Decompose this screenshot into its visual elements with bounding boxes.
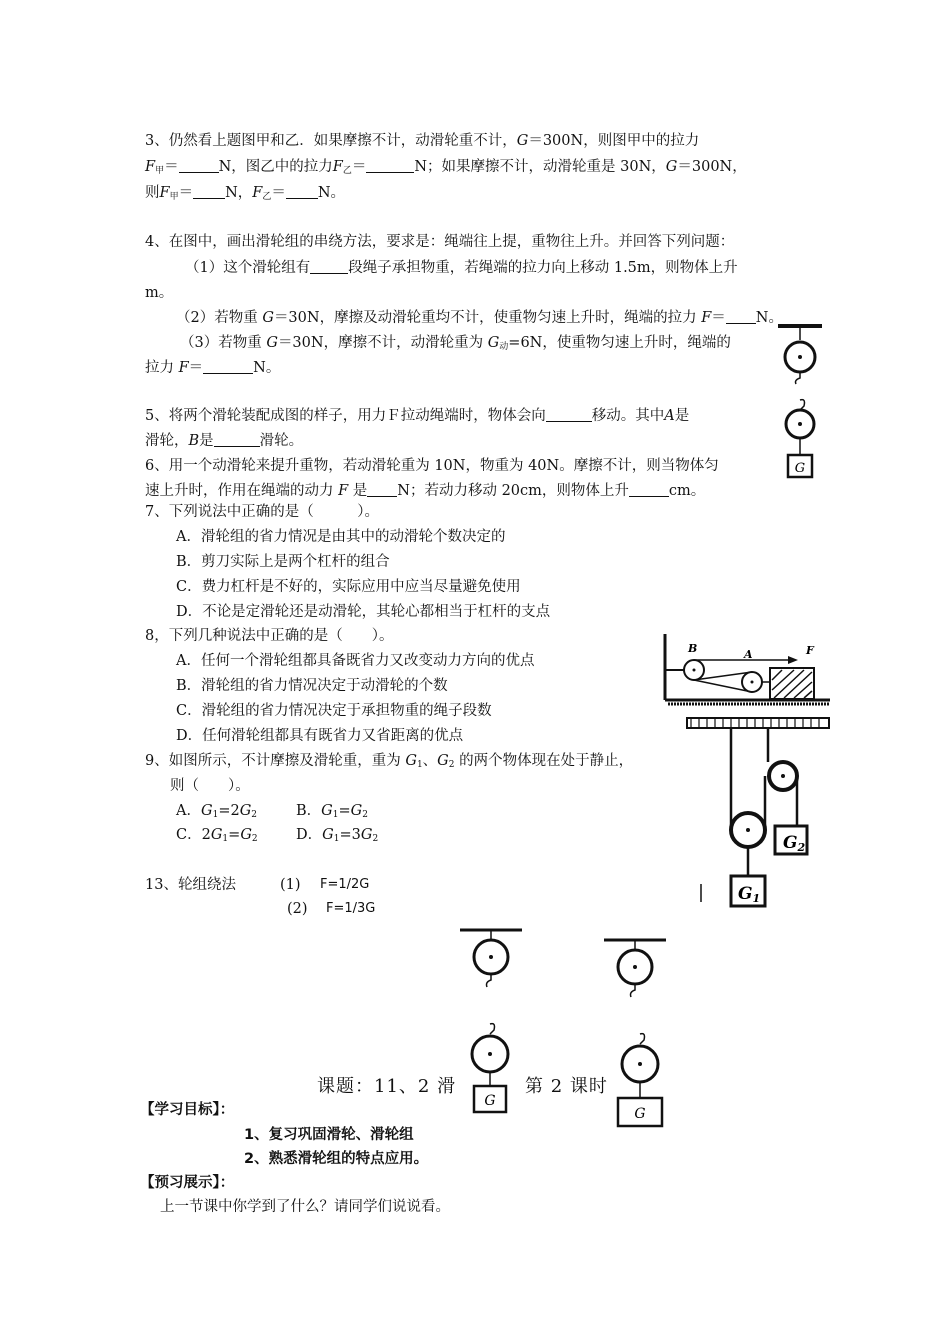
- q5-line-2: 滑轮，B是 滑轮。: [145, 433, 304, 449]
- q13-item-1-num: (1): [280, 877, 301, 893]
- preview-header: 【预习展示】：: [140, 1175, 235, 1191]
- q13-label: 13、轮组绕法: [145, 877, 236, 893]
- preview-text: 上一节课中你学到了什么？请同学们说说看。: [160, 1199, 450, 1215]
- q4-part-1: （1）这个滑轮组有 段绳子承担物重，若绳端的拉力向上移动 1.5m，则物体上升: [185, 260, 738, 276]
- q4-line-1: 4、在图中，画出滑轮组的串绕方法，要求是：绳端往上提，重物往上升。并回答下列问题：: [145, 234, 735, 250]
- answer-blank[interactable]: [193, 184, 225, 199]
- q13-item-2: F=1/3G: [326, 901, 376, 916]
- q4-part-3-cont: 拉力 F＝ N。: [145, 360, 281, 376]
- answer-blank[interactable]: [629, 482, 669, 497]
- q3-line-3: 则$F_甲= N$，$F_乙= N$。: [145, 185, 346, 202]
- q9-option-a: A．$G_1=2G_2$: [176, 803, 258, 820]
- q4-part-2: （2）若物重 G＝30N，摩擦及动滑轮重均不计，使重物匀速上升时，绳端的拉力 F＝ N。: [176, 310, 783, 326]
- q7-option-a: A．滑轮组的省力情况是由其中的动滑轮个数决定的: [176, 529, 506, 545]
- answer-blank[interactable]: [286, 184, 318, 199]
- q9-option-d: D．$G_1=3G_2$: [296, 827, 379, 844]
- force-f-label: F: [806, 644, 814, 657]
- answer-blank[interactable]: [203, 359, 253, 374]
- q4-part-1-cont: m。: [145, 285, 174, 301]
- goal-item-1: 1、复习巩固滑轮、滑轮组: [244, 1127, 414, 1143]
- q4-part-3: （3）若物重 G＝30N，摩擦不计，动滑轮重为 $G_动=6N$，使重物匀速上升时，绳端的: [180, 335, 731, 352]
- q9-pulley-figure: [683, 716, 833, 916]
- q13-item-2-num: (2): [287, 901, 308, 917]
- answer-blank[interactable]: [310, 259, 348, 274]
- q9-option-b: B．$G_1=G_2$: [296, 803, 368, 820]
- goal-item-2: 2、熟悉滑轮组的特点应用。: [244, 1151, 429, 1167]
- q7-option-c: C．费力杠杆是不好的，实际应用中应当尽量避免使用: [176, 579, 521, 595]
- weight-label: G: [634, 1106, 646, 1122]
- weight-label: G: [794, 461, 806, 476]
- answer-blank[interactable]: [179, 158, 219, 173]
- q13-item-1: F=1/2G: [320, 877, 370, 892]
- q13-movable-pulley-2: [610, 1030, 670, 1130]
- pulley-b-label: B: [688, 642, 698, 655]
- q9-stem: 9、如图所示，不计摩擦及滑轮重，重为 $G_1$、$G_2$ 的两个物体现在处于静止，: [145, 753, 634, 770]
- q7-option-d: D．不论是定滑轮还是动滑轮，其轮心都相当于杠杆的支点: [176, 604, 551, 620]
- answer-blank[interactable]: [726, 309, 756, 324]
- q3-line-2: $F_甲= N$，图乙中的拉力$F_乙= N$；如果摩擦不计，动滑轮重是 30N，G＝300N，: [145, 159, 747, 176]
- q13-fixed-pulley-1: [456, 925, 526, 995]
- q13-fixed-pulley-2: [600, 935, 670, 1005]
- q8-option-c: C．滑轮组的省力情况决定于承担物重的绳子段数: [176, 703, 492, 719]
- q8-stem: 8，下列几种说法中正确的是（ ）。: [145, 628, 394, 644]
- weight-g1-label: G1: [738, 884, 761, 905]
- lesson-title-part-1: 课题：11、2 滑: [317, 1076, 457, 1097]
- q9-option-c: C．$2G_1=G_2$: [176, 827, 258, 844]
- q5-line-1: 5、将两个滑轮装配成图的样子，用力Ｆ拉动绳端时，物体会向 移动。其中A是: [145, 408, 690, 424]
- q7-stem: 7、下列说法中正确的是（ ）。: [145, 504, 379, 520]
- pulley-a-label: A: [744, 648, 753, 661]
- weight-label: G: [484, 1093, 496, 1109]
- goal-header: 【学习目标】：: [140, 1102, 235, 1118]
- q5-pulley-figure: [660, 628, 835, 710]
- q7-option-b: B．剪刀实际上是两个杠杆的组合: [176, 554, 390, 570]
- lesson-title-part-2: 第 2 课时: [525, 1076, 608, 1097]
- q9-stem-cont: 则（ ）。: [170, 778, 250, 794]
- answer-blank[interactable]: [214, 432, 260, 447]
- answer-blank[interactable]: [366, 158, 414, 173]
- q8-option-d: D．任何滑轮组都具有既省力又省距离的优点: [176, 728, 464, 744]
- q8-option-a: A．任何一个滑轮组都具备既省力又改变动力方向的优点: [176, 653, 535, 669]
- q13-movable-pulley-1: [460, 1020, 520, 1118]
- q6-line-1: 6、用一个动滑轮来提升重物，若动滑轮重为 10N，物重为 40N。摩擦不计，则当物体匀: [145, 458, 719, 474]
- q3-line-1: 3、仍然看上题图甲和乙．如果摩擦不计，动滑轮重不计，G＝300N，则图甲中的拉力: [145, 133, 700, 149]
- answer-blank[interactable]: [367, 482, 397, 497]
- weight-g2-label: G2: [783, 833, 806, 854]
- q6-line-2: 速上升时，作用在绳端的动力 F 是 N；若动力移动 20cm，则物体上升 cm。: [145, 483, 706, 499]
- answer-blank[interactable]: [546, 407, 592, 422]
- q4-pulley-figure: [770, 320, 830, 490]
- q8-option-b: B．滑轮组的省力情况决定于动滑轮的个数: [176, 678, 448, 694]
